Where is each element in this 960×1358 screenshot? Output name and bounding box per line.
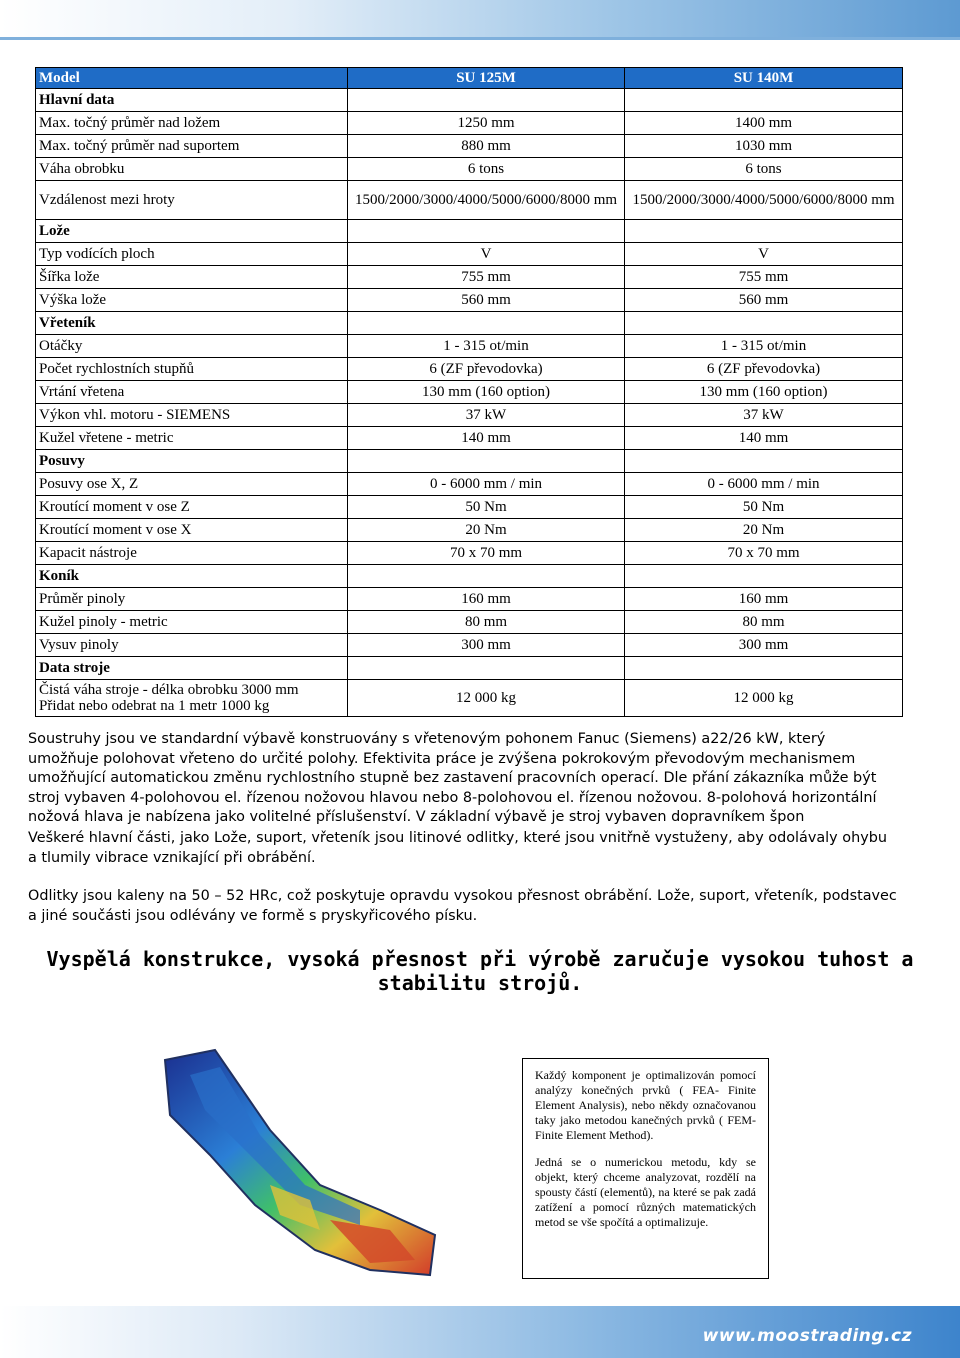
table-row — [36, 680, 903, 717]
value-su140m: 560 mm — [625, 289, 903, 312]
value-su125m: 12 000 kg — [348, 680, 625, 717]
value-su140m — [625, 312, 903, 335]
table-row — [36, 404, 903, 427]
paragraph-hardening: Odlitky jsou kaleny na 50 – 52 HRc, což poskytuje opravdu vysokou přesnost obrábění. Lože, suport, vřeteník, podstavec a jiné součásti jsou odlévány ve formě s pryskyřicového písku. — [28, 888, 897, 924]
row-label: Kapacit nástroje — [36, 542, 348, 565]
table-row — [36, 289, 903, 312]
value-su140m: 160 mm — [625, 588, 903, 611]
row-label: Průměr pinoly — [36, 588, 348, 611]
value-su125m: 130 mm (160 option) — [348, 381, 625, 404]
value-su140m: 1500/2000/3000/4000/5000/6000/8000 mm — [625, 181, 903, 220]
value-su140m: 70 x 70 mm — [625, 542, 903, 565]
table-row — [36, 427, 903, 450]
row-label: Typ vodících ploch — [36, 243, 348, 266]
value-su125m: 1500/2000/3000/4000/5000/6000/8000 mm — [348, 181, 625, 220]
top-decorative-band — [0, 0, 960, 40]
row-label: Kužel vřetene - metric — [36, 427, 348, 450]
spec-table — [35, 67, 903, 717]
row-label: Max. točný průměr nad suportem — [36, 135, 348, 158]
fea-analysis-image — [130, 1035, 465, 1285]
table-row — [36, 496, 903, 519]
value-su125m: 300 mm — [348, 634, 625, 657]
value-su140m: 6 (ZF převodovka) — [625, 358, 903, 381]
section-label: Data stroje — [36, 657, 348, 680]
row-label: Vrtání vřetena — [36, 381, 348, 404]
value-su140m: 0 - 6000 mm / min — [625, 473, 903, 496]
value-su140m — [625, 450, 903, 473]
table-row — [36, 266, 903, 289]
spec-table-body — [36, 68, 903, 717]
value-su125m: 1250 mm — [348, 112, 625, 135]
row-label: Počet rychlostních stupňů — [36, 358, 348, 381]
row-label: Kužel pinoly - metric — [36, 611, 348, 634]
table-section-row — [36, 657, 903, 680]
table-row — [36, 588, 903, 611]
value-su125m: 140 mm — [348, 427, 625, 450]
table-row — [36, 112, 903, 135]
value-su125m: 160 mm — [348, 588, 625, 611]
value-su125m — [348, 89, 625, 112]
table-row — [36, 542, 903, 565]
value-su125m: 880 mm — [348, 135, 625, 158]
value-su125m: 1 - 315 ot/min — [348, 335, 625, 358]
table-row — [36, 611, 903, 634]
table-section-row — [36, 220, 903, 243]
row-label: Max. točný průměr nad ložem — [36, 112, 348, 135]
value-su140m: 50 Nm — [625, 496, 903, 519]
row-label-line-1: Čistá váha stroje - délka obrobku 3000 mm — [39, 682, 299, 698]
value-su125m: 70 x 70 mm — [348, 542, 625, 565]
row-label: Otáčky — [36, 335, 348, 358]
paragraph-spindle-drive: Soustruhy jsou ve standardní výbavě konstruovány s vřetenovým pohonem Fanuc (Siemens) a22/26 kW, který umožňuje polohovat vřeteno do určité polohy. Efektivita práce je zvýšena pokrokovým převodovým mechanismem umožňující automatickou změnu rychlostního stupně bez zastavení pracovních operací. Dle přání zákazníka může být stroj vybaven 4-polohovou el. řízenou nožovou hlavou nebo 8-polohovou el. řízenou nožovou. 8-polohová horizontální nožová hlava je nabízena jako volitelné příslušenství. V základní výbavě je stroj vybaven dopravníkem špon — [28, 731, 877, 825]
value-su140m: 755 mm — [625, 266, 903, 289]
header-su140m: SU 140M — [625, 68, 903, 89]
value-su125m: 20 Nm — [348, 519, 625, 542]
value-su140m: 300 mm — [625, 634, 903, 657]
table-row — [36, 158, 903, 181]
header-model: Model — [36, 68, 348, 89]
value-su140m: 1 - 315 ot/min — [625, 335, 903, 358]
value-su125m: 37 kW — [348, 404, 625, 427]
table-row — [36, 473, 903, 496]
value-su125m — [348, 312, 625, 335]
section-label: Koník — [36, 565, 348, 588]
table-section-row — [36, 312, 903, 335]
row-label: Šířka lože — [36, 266, 348, 289]
section-label: Vřeteník — [36, 312, 348, 335]
value-su140m: 1030 mm — [625, 135, 903, 158]
value-su125m — [348, 657, 625, 680]
bottom-decorative-band — [0, 1306, 960, 1358]
fea-info-paragraph-1: Každý komponent je optimalizován pomocí analýzy konečných prvků ( FEA- Finite Element Analysis), nebo někdy označovanou taky jako metodou kanečných prvků ( FEM- Finite Element Method). — [535, 1068, 756, 1142]
table-row — [36, 381, 903, 404]
row-label: Posuvy ose X, Z — [36, 473, 348, 496]
row-label: Výkon vhl. motoru - SIEMENS — [36, 404, 348, 427]
value-su125m: 6 (ZF převodovka) — [348, 358, 625, 381]
table-section-row — [36, 565, 903, 588]
fea-info-box — [522, 1058, 769, 1279]
section-label: Posuvy — [36, 450, 348, 473]
table-row — [36, 243, 903, 266]
row-label: Kroutící moment v ose X — [36, 519, 348, 542]
table-row — [36, 335, 903, 358]
table-header-row — [36, 68, 903, 89]
value-su125m — [348, 220, 625, 243]
row-label — [36, 680, 348, 717]
top-band-stripe — [0, 37, 960, 40]
value-su125m: 80 mm — [348, 611, 625, 634]
value-su140m: 1400 mm — [625, 112, 903, 135]
value-su140m — [625, 89, 903, 112]
value-su140m — [625, 220, 903, 243]
table-row — [36, 135, 903, 158]
header-su125m: SU 125M — [348, 68, 625, 89]
value-su125m: 560 mm — [348, 289, 625, 312]
row-label-line-2: Přidat nebo odebrat na 1 metr 1000 kg — [39, 698, 270, 714]
fea-info-paragraph-2: Jedná se o numerickou metodu, kdy se objekt, který chceme analyzovat, rozdělí na spousty částí (elementů), na které se pak zadá zatížení a pomocí různých matematických metod se vše spočítá a optimalizuje. — [535, 1155, 756, 1229]
value-su125m: 50 Nm — [348, 496, 625, 519]
value-su140m: 80 mm — [625, 611, 903, 634]
row-label: Vysuv pinoly — [36, 634, 348, 657]
value-su125m — [348, 450, 625, 473]
headline: Vyspělá konstrukce, vysoká přesnost při výrobě zaručuje vysokou tuhost a stabilitu strojů. — [46, 947, 914, 995]
value-su140m: 6 tons — [625, 158, 903, 181]
value-su125m: V — [348, 243, 625, 266]
value-su125m: 0 - 6000 mm / min — [348, 473, 625, 496]
value-su140m: V — [625, 243, 903, 266]
value-su125m: 755 mm — [348, 266, 625, 289]
footer-website-url: www.moostrading.cz — [702, 1326, 912, 1346]
table-section-row — [36, 89, 903, 112]
value-su140m: 37 kW — [625, 404, 903, 427]
paragraph-castings: Veškeré hlavní části, jako Lože, suport, vřeteník jsou litinové odlitky, které jsou vnitřně vystuženy, aby odolávaly ohybu a tlumily vibrace vznikající při obrábění. — [28, 830, 887, 866]
table-section-row — [36, 450, 903, 473]
row-label: Výška lože — [36, 289, 348, 312]
value-su125m — [348, 565, 625, 588]
table-row — [36, 519, 903, 542]
value-su125m: 6 tons — [348, 158, 625, 181]
value-su140m: 130 mm (160 option) — [625, 381, 903, 404]
row-label: Váha obrobku — [36, 158, 348, 181]
value-su140m: 140 mm — [625, 427, 903, 450]
row-label: Vzdálenost mezi hroty — [36, 181, 348, 220]
section-label: Hlavní data — [36, 89, 348, 112]
section-label: Lože — [36, 220, 348, 243]
table-row — [36, 358, 903, 381]
value-su140m — [625, 657, 903, 680]
value-su140m — [625, 565, 903, 588]
table-row — [36, 634, 903, 657]
row-label: Kroutící moment v ose Z — [36, 496, 348, 519]
value-su140m: 12 000 kg — [625, 680, 903, 717]
table-row — [36, 181, 903, 220]
value-su140m: 20 Nm — [625, 519, 903, 542]
